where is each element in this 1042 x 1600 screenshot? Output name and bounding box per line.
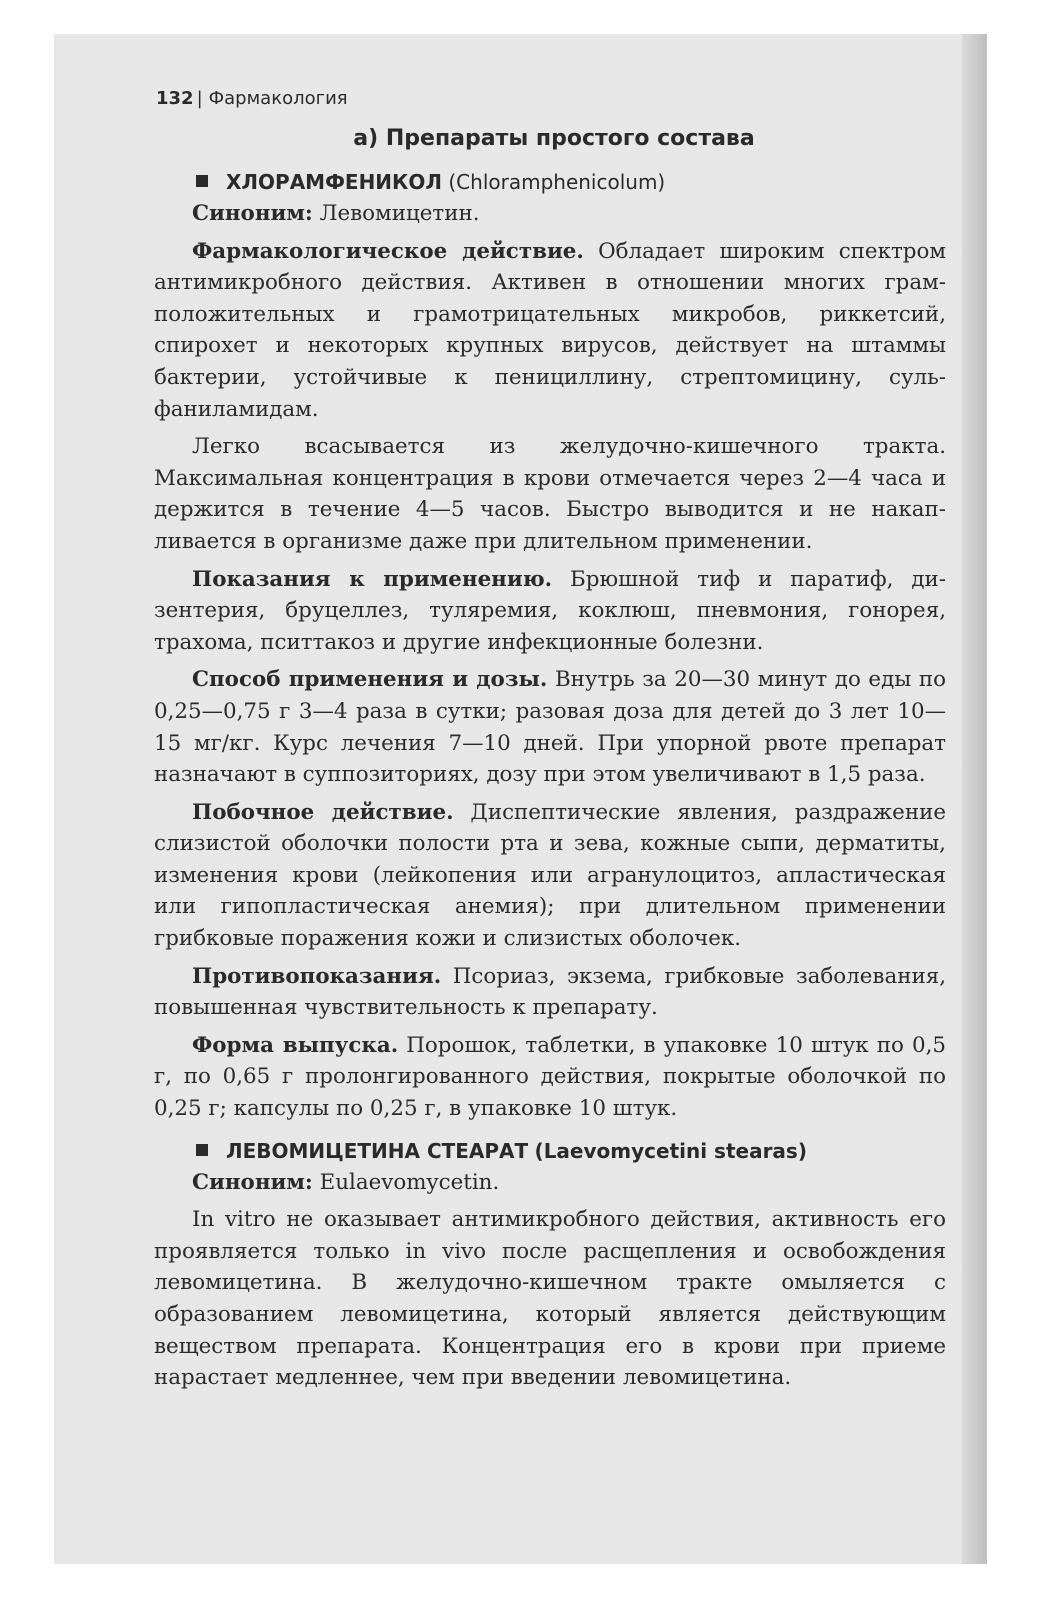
drug-heading-chloramphenicol [196, 166, 946, 198]
synonym-label: Синоним: [192, 201, 313, 226]
indications-text: Брюшной тиф и паратиф, дизентерия, бруцеллез, туляремия, коклюш, пневмония, гонорея, трахома, пситтакоз и другие инфекционные болезни. [154, 566, 946, 655]
page-edge-shadow [962, 34, 987, 1564]
contraindications-text: Псориаз, экзема, грибковые заболевания, повышенная чувствительность к препарату. [154, 963, 946, 1021]
pharmacological-action-label: Фармакологическое действие. [192, 238, 584, 264]
dosage-paragraph [154, 664, 946, 790]
side-effects-paragraph [154, 797, 946, 955]
indications-label: Показания к применению. [192, 566, 553, 592]
book-title: Фармакология [208, 88, 348, 109]
contraindications-label: Противопоказания. [192, 963, 442, 989]
dosage-text: Внутрь за 20—30 минут до еды по 0,25—0,75 г 3—4 раза в сутки; разовая доза для детей до 3 лет 10—15 мг/кг. Курс лечения 7—10 дней. При упорной рвоте препарат назначают в суппозиториях, дозу при этом увеличивают в 1,5 раза. [154, 667, 946, 788]
pharmacological-action-text: Обладает широким спектром антимикробного действия. Активен в отношении многих грамположительных и грамотрицательных микробов, риккетсий, спирохет и некоторых крупных вирусов, действует на штаммы бактерии, устойчивые к пенициллину, стрептомицину, сульфаниламидам. [154, 238, 946, 422]
drug-latin-name: (Laevomycetini stearas) [534, 1138, 807, 1163]
synonym-label: Синоним: [192, 1169, 313, 1195]
drug-latin-name: (Chloramphenicolum) [448, 170, 666, 194]
contraindications-paragraph [154, 961, 946, 1024]
release-form-label: Форма выпуска. [192, 1032, 399, 1058]
indications-paragraph [154, 564, 946, 659]
book-page [154, 84, 946, 1394]
synonym-paragraph [154, 198, 946, 230]
drug-name: ХЛОРАМФЕНИКОЛ [226, 170, 443, 194]
square-bullet-icon [196, 1144, 208, 1156]
release-form-paragraph [154, 1030, 946, 1125]
drug-heading-laevomycetin-stearate [196, 1135, 946, 1167]
synonym-text: Левомицетин. [312, 201, 480, 226]
synonym-paragraph [154, 1167, 946, 1199]
running-header [156, 84, 946, 114]
absorption-paragraph: Легко всасывается из желудочно-кишечного тракта. Максимальная концентрация в крови отмечается через 2—4 часа и держится в течение 4—5 часов. Быстро выводится и не накапливается в организме даже при длительном применении. [154, 434, 946, 554]
description-paragraph: In vitro не оказывает антимикробного действия, активность его проявляется только in vivo после расщепления и освобождения левомицетина. В желудочно-кишечном тракте омыляется с образованием левомицетина, который является действующим веществом препарата. Концентрация его в крови при приеме нарастает медленнее, чем при введении левомицетина. [154, 1207, 946, 1391]
dosage-label: Способ применения и дозы. [192, 667, 548, 693]
synonym-text: Eulaevomycetin. [312, 1169, 500, 1195]
square-bullet-icon [196, 175, 208, 187]
header-separator: | [196, 88, 203, 109]
section-title: а) Препараты простого состава [353, 126, 755, 151]
pharmacological-action-paragraph [154, 236, 946, 426]
page-number: 132 [156, 88, 194, 109]
drug-name: ЛЕВОМИЦЕТИНА СТЕАРАТ [226, 1138, 529, 1163]
release-form-text: Порошок, таблетки, в упаковке 10 штук по 0,5 г, по 0,65 г пролонгированного действия, покрытые оболочкой по 0,25 г; капсулы по 0,25 г, в упаковке 10 штук. [154, 1032, 946, 1122]
side-effects-label: Побочное действие. [192, 799, 454, 825]
side-effects-text: Диспептические явления, раздражение слизистой оболочки полости рта и зева, кожные сыпи, дерматиты, изменения крови (лейкопения или агранулоцитоз, апластическая или гипопластическая анемия); при длительном применении грибковые поражения кожи и слизистых оболочек. [154, 799, 946, 952]
